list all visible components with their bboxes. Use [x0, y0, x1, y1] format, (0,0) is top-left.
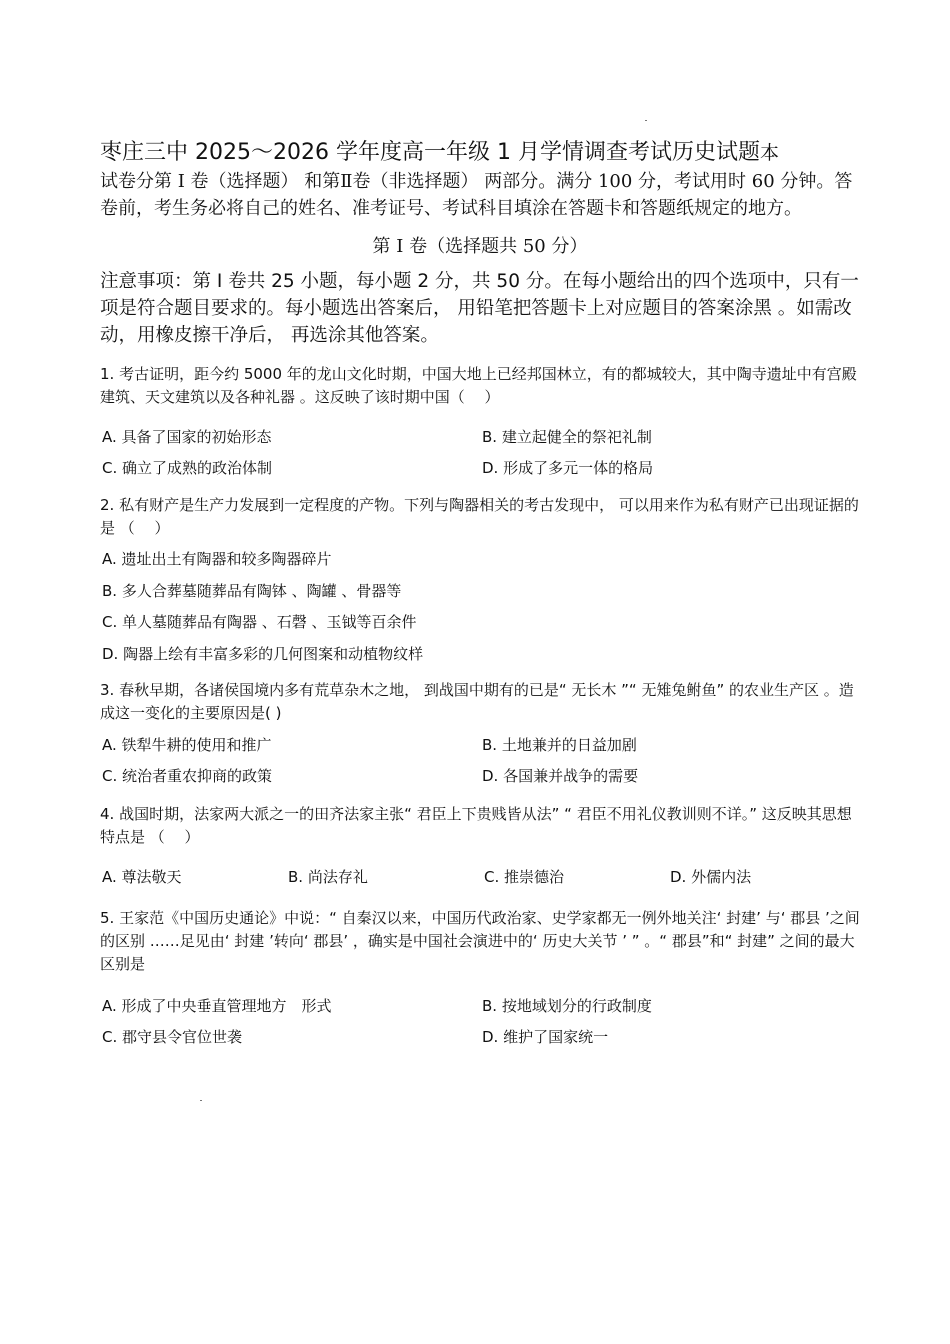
question-2-option-d: D. 陶器上绘有丰富多彩的几何图案和动植物纹样 — [102, 645, 424, 663]
exam-title-text: 枣庄三中 2025～2026 学年度高一年级 1 月学情调查考试历史试题 — [100, 140, 760, 165]
section-title: 第 I 卷（选择题共 50 分） — [372, 236, 588, 257]
question-3-option-b: B. 土地兼并的日益加剧 — [482, 736, 637, 754]
question-3-option-a: A. 铁犁牛耕的使用和推广 — [102, 736, 272, 754]
question-2-stem: 2. 私有财产是生产力发展到一定程度的产物。下列与陶器相关的考古发现中， 可以用来作为私有财产已出现证据的是 （ ） — [100, 496, 859, 537]
question-4-option-c: C. 推崇德治 — [484, 868, 565, 886]
question-4-option-b: B. 尚法存礼 — [288, 868, 368, 886]
question-4-option-a: A. 尊法敬天 — [102, 868, 182, 886]
question-2-option-b: B. 多人合葬墓随葬品有陶钵 、陶罐 、骨器等 — [102, 582, 402, 600]
scan-mark-top — [645, 120, 647, 121]
scan-mark-bottom — [200, 1100, 202, 1101]
question-3-stem: 3. 春秋早期，各诸侯国境内多有荒草杂木之地， 到战国中期有的已是“ 无长木 ”“ 无雉兔鲋鱼” 的农业生产区 。造成这一变化的主要原因是( ) — [100, 681, 854, 722]
question-5-option-d: D. 维护了国家统一 — [482, 1028, 609, 1046]
question-5-option-c: C. 郡守县令官位世袭 — [102, 1028, 243, 1046]
question-4-option-d: D. 外儒内法 — [670, 868, 752, 886]
exam-title-tail: 本 — [759, 142, 779, 164]
exam-intro: 试卷分第 I 卷（选择题） 和第Ⅱ卷（非选择题） 两部分。满分 100 分，考试用时 60 分钟。答卷前，考生务必将自己的姓名、准考证号、考试科目填涂在答题卡和答题纸规定的地方。 — [100, 171, 853, 219]
question-5-option-a: A. 形成了中央垂直管理地方 形式 — [102, 997, 332, 1015]
question-4-stem: 4. 战国时期，法家两大派之一的田齐法家主张“ 君臣上下贵贱皆从法” “ 君臣不用礼仪教训则不详。” 这反映其思想特点是 （ ） — [100, 805, 852, 846]
question-1-option-b: B. 建立起健全的祭祀礼制 — [482, 428, 652, 446]
question-3-option-d: D. 各国兼并战争的需要 — [482, 767, 639, 785]
question-1-option-c: C. 确立了成熟的政治体制 — [102, 459, 273, 477]
question-1-option-d: D. 形成了多元一体的格局 — [482, 459, 654, 477]
question-2-option-c: C. 单人墓随葬品有陶器 、石磬 、玉钺等百余件 — [102, 613, 417, 631]
question-5-option-b: B. 按地域划分的行政制度 — [482, 997, 652, 1015]
exam-title — [100, 138, 870, 168]
question-2-option-a: A. 遗址出土有陶器和较多陶器碎片 — [102, 550, 332, 568]
question-1-option-a: A. 具备了国家的初始形态 — [102, 428, 272, 446]
question-3-option-c: C. 统治者重农抑商的政策 — [102, 767, 273, 785]
section-notice: 注意事项：第 I 卷共 25 小题，每小题 2 分，共 50 分。在每小题给出的四个选项中，只有一项是符合题目要求的。每小题选出答案后， 用铅笔把答题卡上对应题目的答案涂黑 。如需改动，用橡皮擦干净后， 再选涂其他答案。 — [100, 271, 859, 346]
question-5-stem: 5. 王家范《中国历史通论》中说：“ 自秦汉以来，中国历代政治家、史学家都无一例外地关注‘ 封建’ 与‘ 郡县 ’之间的区别 ……足见由‘ 封建 ’转向‘ 郡县’ ，确实是中国社会演进中的‘ 历史大关节 ’ ” 。“ 郡县”和“ 封建” 之间的最大区别是 — [100, 909, 860, 973]
question-1-stem: 1. 考古证明，距今约 5000 年的龙山文化时期，中国大地上已经邦国林立，有的都城较大，其中陶寺遗址中有宫殿建筑、天文建筑以及各种礼器 。这反映了该时期中国（ ） — [100, 365, 857, 406]
